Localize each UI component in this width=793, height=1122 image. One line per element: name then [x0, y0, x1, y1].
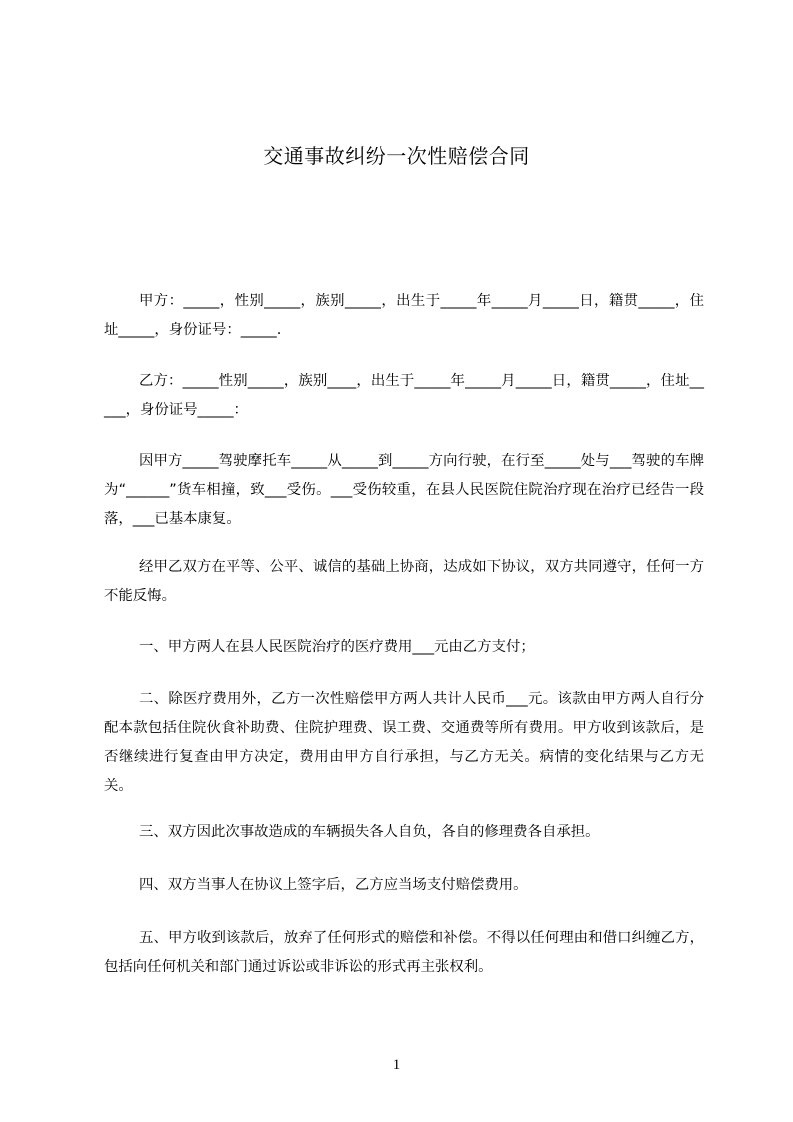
page-number: 1	[392, 1057, 401, 1073]
clause-4-paragraph: 四、双方当事人在协议上签字后，乙方应当场支付赔偿费用。	[139, 877, 528, 893]
clause-3-paragraph: 三、双方因此次事故造成的车辆损失各人自负，各自的修理费各自承担。	[139, 824, 600, 840]
party-b-info-paragraph: 乙方：_____性别_____，族别____，出生于_____年_____月_____日，籍贯_____，住址_____，身份证号_____：	[104, 373, 704, 418]
clause-1-paragraph: 一、甲方两人在县人民医院治疗的医疗费用___元由乙方支付；	[139, 639, 535, 655]
party-a-info-paragraph: 甲方：_____，性别_____，族别_____，出生于_____年_____月_____日，籍贯_____，住址_____，身份证号：_____.	[104, 293, 704, 338]
clause-2-paragraph: 二、除医疗费用外，乙方一次性赔偿甲方两人共计人民币___元。该款由甲方两人自行分配本款包括住院伙食补助费、住院护理费、误工费、交通费等所有费用。甲方收到该款后，是否继续进行复查由甲方决定，费用由甲方自行承担，与乙方无关。病情的变化结果与乙方无关。	[104, 691, 704, 794]
clause-5-paragraph: 五、甲方收到该款后，放弃了任何形式的赔偿和补偿。不得以任何理由和借口纠缠乙方，包括向任何机关和部门通过诉讼或非诉讼的形式再主张权利。	[104, 930, 704, 975]
agreement-intro-paragraph: 经甲乙双方在平等、公平、诚信的基础上协商，达成如下协议，双方共同遵守，任何一方不能反悔。	[104, 559, 704, 604]
accident-description-paragraph: 因甲方_____驾驶摩托车_____从_____到_____方向行驶，在行至_____处与___驾驶的车牌为“______”货车相撞，致___受伤。___受伤较重，在县人民医院住院治疗现在治疗已经告一段落，___已基本康复。	[104, 453, 704, 527]
document-title: 交通事故纠纷一次性赔偿合同	[263, 144, 530, 168]
